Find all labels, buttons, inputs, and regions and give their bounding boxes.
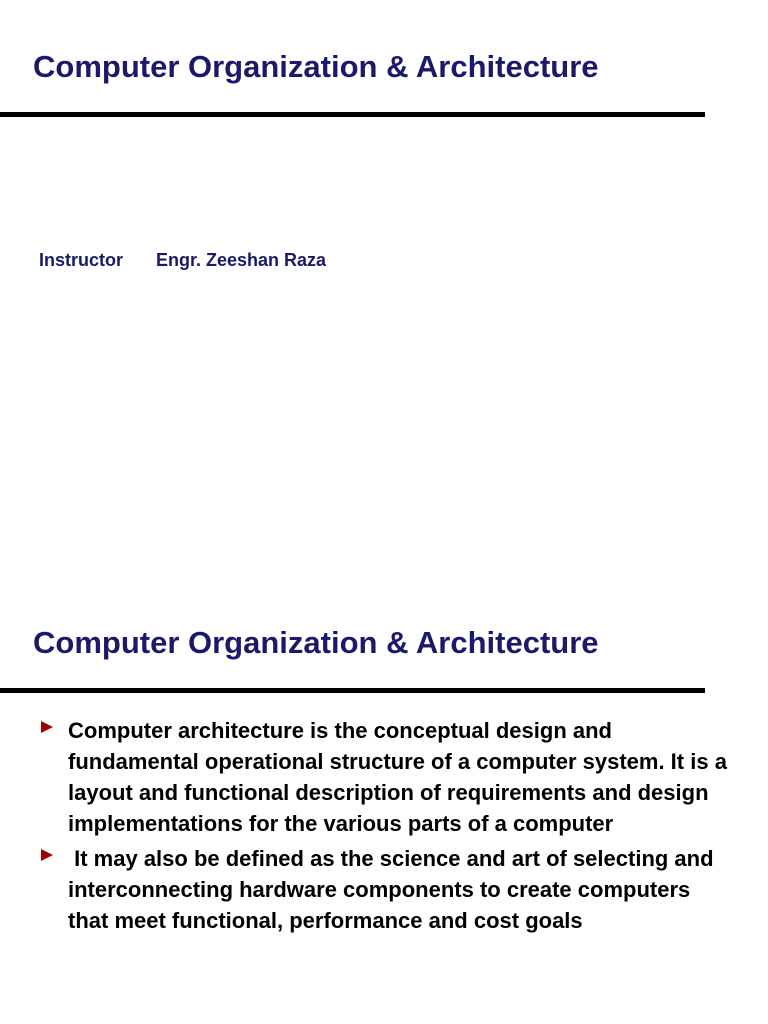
instructor-name: Engr. Zeeshan Raza [156,250,327,270]
triangle-bullet-icon [41,849,53,861]
slide-title: Computer Organization & Architecture [33,625,599,660]
slide-title: Computer Organization & Architecture [33,49,599,84]
triangle-bullet-icon [41,721,53,733]
bullet-list [0,715,768,940]
bullet-item [0,715,768,839]
title-divider [0,112,705,117]
bullet-item [0,843,768,936]
instructor-label: Instructor [39,250,124,270]
title-divider [0,688,705,693]
content-slide [0,576,768,1024]
instructor-info [39,250,326,271]
bullet-text: Computer architecture is the conceptual design and fundamental operational structure of a computer system. It is a layout and functional description of requirements and design implementations for the various parts of a computer [68,718,727,836]
bullet-text: It may also be defined as the science and art of selecting and interconnecting hardware components to create computers that meet functional, performance and cost goals [68,846,720,933]
